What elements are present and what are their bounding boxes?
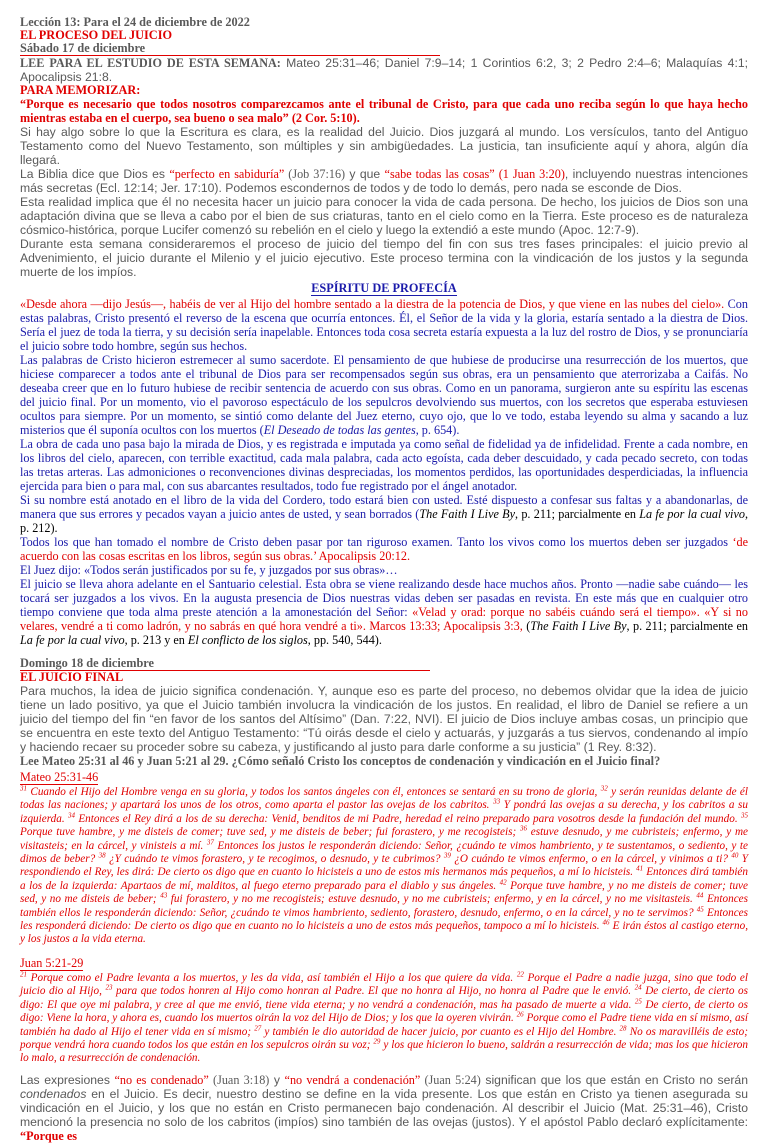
verse-text: Entonces el Rey dirá a los de su derecha: Venid, benditos de mi Padre, heredad el reino preparado para vosotros desde la fundación del mundo. (75, 812, 741, 825)
verse-number: 38 (98, 851, 106, 860)
reference: (Juan 5:24) (420, 1072, 481, 1087)
sop-paragraph-5 (20, 535, 748, 563)
verse-number: 32 (600, 784, 608, 793)
sop-title: ESPÍRITU DE PROFECÍA (311, 281, 457, 295)
verse-text: Porque tuve hambre, y no me disteis de comer; tuve sed, y no me disteis de beber; (20, 879, 748, 906)
verse-number: 22 (516, 970, 524, 979)
book-title: La fe por la cual vivo (20, 633, 125, 647)
text-run: , p. 211; parcialmente en (626, 619, 749, 633)
book-title: El Deseado de todas las gentes (263, 423, 416, 437)
quote-red: «Desde ahora —dijo Jesús—, habéis de ver al Hijo del hombre sentado a la diestra de la potencia de Dios, y que viene en las nubes del cielo». (20, 297, 725, 311)
verse-text: y los que hicieron lo bueno, saldrán a resurrección de vida; mas los que hicieron lo malo, a resurrección de condenación. (20, 1038, 748, 1065)
scripture-ref-juan-wrap (20, 954, 748, 972)
verse-number: 28 (619, 1023, 627, 1032)
text-run: en el Juicio. Es decir, nuestro destino se define en la vida presente. Los que están en Cristo ya tienen asegurada su vindicación en el Juicio, y los que no están en Cristo permanecen bajo condenación. Al describir el Juicio (Mat. 25:31–46), Cristo mencionó la presencia no solo de los cabritos (impíos) sino también de las ovejas (justos). Y el apóstol Pablo declaró explícitamente: (20, 1086, 748, 1129)
verse-number: 34 (68, 811, 75, 820)
verse-number: 45 (696, 904, 704, 913)
verse-text: Entonces los justos le responderán diciendo: Señor, ¿cuándo te vimos hambriento, y te sustentamos, o sediento, y te dimos de beber? (20, 839, 748, 866)
sunday-paragraph-1: Para muchos, la idea de juicio significa condenación. Y, aunque eso es parte del proceso, no debemos olvidar que la idea de juicio tiene un lado positivo, ya que el Juicio también involucra la vindicación de los justos. En realidad, el libro de Daniel se refiere a un juicio del tiempo del fin “en favor de los santos del Altísimo” (Dan. 7:22, NVI). El juicio de Dios incluye ambas cosas, un principio que se encuentra en este texto del Antiguo Testamento: “Tú oirás desde el cielo y actuarás, y juzgarás a tus siervos, condenando al impío y haciendo recaer su proceder sobre su cabeza, y justificando al justo para darle conforme a su justicia” (1 Rey. 8:32). (20, 684, 748, 754)
verse-number: 23 (105, 983, 113, 992)
spacer (20, 947, 748, 954)
text-run: El juicio se lleva ahora adelante en el Santuario celestial. Esta obra se viene realizando desde hace muchos años. Pronto —nadie sabe cuándo— les tocará ser juzgados a los vivos. En la augusta presencia de Dios nuestras vidas deben ser pasadas en revista. En este más que en cualquier otro tiempo conviene que toda alma preste atención a la amonestación del Señor: (20, 577, 748, 619)
sop-paragraph-1 (20, 297, 748, 353)
sunday-heading: EL JUICIO FINAL (20, 670, 124, 684)
lesson-page (20, 16, 748, 1143)
verse-text: No os maravilléis de esto; porque vendrá hora cuando todos los que están en los sepulcros oirán su voz; (20, 1025, 748, 1051)
book-title: The Faith I Live By (419, 507, 516, 521)
verse-number: 41 (636, 864, 644, 873)
reference: (Juan 3:18) (208, 1072, 270, 1087)
text-run: y (269, 1072, 285, 1087)
lesson-title: Lección 13: Para el 24 de diciembre de 2022 (20, 15, 250, 29)
verse-text: E irán éstos al castigo eterno, y los justos a la vida eterna. (20, 920, 748, 946)
verse-text: y también le dio autoridad de hacer juicio, por cuanto es el Hijo del Hombre. (261, 1025, 620, 1038)
verse-text: para que todos honren al Hijo como honran al Padre. El que no honra al Hijo, no honra al Padre que le envió. (112, 985, 635, 998)
quote-red: “Porque es (20, 1128, 77, 1143)
quote-red: «Velad y orad: porque no sabéis cuándo será el tiempo». «Y si no velares, vendré a ti como ladrón, y no sabrás en qué hora vendré a ti». Marcos 13:33; Apocalipsis 3:3, (20, 605, 748, 633)
verse-number: 25 (634, 996, 642, 1005)
text-run: , p. 213 y en (124, 633, 188, 647)
verse-number: 35 (740, 811, 748, 820)
lesson-heading: EL PROCESO DEL JUICIO (20, 28, 173, 42)
verse-text: ¿Y cuándo te vimos forastero, y te recogimos, o desnudo, y te cubrimos? (105, 853, 444, 866)
sop-title-wrap (20, 279, 748, 297)
verse-text: estuve desnudo, y me cubristeis; enfermo, y me visitasteis; en la cárcel, y vinisteis a mí. (20, 826, 748, 852)
verse-number: 29 (373, 1037, 381, 1046)
verse-number: 27 (254, 1023, 262, 1032)
reading-list (20, 56, 748, 84)
quote-red: “sabe todas las cosas” (384, 167, 495, 181)
quote-red: “no vendrá a condenación” (284, 1072, 421, 1087)
verse-text: Entonces dirá también a los de la izquierda: Apartaos de mí, malditos, al fuego eterno preparado para el diablo y sus ángeles. (20, 866, 748, 892)
text-run: La Biblia dice que Dios es (20, 167, 170, 181)
reference-red: (1 Juan 3:20) (494, 167, 565, 181)
verse-number: 37 (206, 837, 214, 846)
day-date-sunday: Domingo 18 de diciembre (20, 657, 430, 671)
sop-paragraph-6: El Juez dijo: «Todos serán justificados por su fe, y juzgados por sus obras»… (20, 563, 398, 577)
quote-red: “no es condenado” (114, 1072, 209, 1087)
text-run: ( (522, 619, 531, 633)
book-title: El conflicto de los siglos (187, 633, 308, 647)
saturday-paragraph-1: Si hay algo sobre lo que la Escritura es clara, es la realidad del Juicio. Dios juzgará al mundo. Los versículos, tanto del Antiguo Testamento como del Nuevo Testamento, son múltiples y sin ambigüedades. La justicia, tan insuficiente aquí y ahora, algún día llegará. (20, 125, 748, 167)
verse-number: 46 (602, 918, 610, 927)
text-run: Las palabras de Cristo hicieron estremecer al sumo sacerdote. El pensamiento de que hubiese de producirse una resurrección de los muertos, que hiciese comparecer a todos ante el tribunal de Dios para ser recompensados según sus obras, era un pensamiento que aterrorizaba a Caifás. No deseaba creer que en lo futuro hubiese de recibir sentencia de acuerdo con sus obras. Como en un panorama, surgieron ante su espíritu las escenas del juicio final. Por un momento, vio el pavoroso espectáculo de los sepulcros devolviendo sus muertos, con los secretos que esperaba estuviesen ocultos para siempre. Por un momento, se sintió como delante del Juez eterno, cuyo ojo, que lo ve todo, estaba leyendo su alma y sacando a luz misterios que él suponía ocultos con los muertos ( (20, 353, 748, 437)
verse-text: Porque como el Padre tiene vida en sí mismo, así también ha dado al Hijo el tener vida en sí mismo; (20, 1012, 748, 1038)
verse-text: Porque el Padre a nadie juzga, sino que todo el juicio dio al Hijo, (20, 971, 748, 998)
scripture-passage-mateo (20, 786, 748, 947)
sunday-paragraph-2 (20, 1073, 748, 1143)
verse-number: 42 (499, 878, 507, 887)
verse-number: 43 (160, 891, 168, 900)
text-run: Las expresiones (20, 1072, 115, 1087)
verse-number: 44 (696, 891, 704, 900)
text-run: Con estas palabras, Cristo presentó el reverso de la escena que ocurría entonces. Él, el Señor de la vida y la gloria, estaría sentado a la diestra de Dios. Sería el juez de toda la tierra, y su decisión sería inapelable. Entonces toda cosa secreta estaría expuesta a la luz del rostro de Dios, y se pronunciaría el juicio sobre todo hombre, según sus hechos. (20, 297, 748, 353)
reading-label: LEE PARA EL ESTUDIO DE ESTA SEMANA: (20, 56, 281, 70)
sop-paragraph-7 (20, 577, 748, 647)
verse-number: 24 (634, 983, 642, 992)
text-run: Si su nombre está anotado en el libro de la vida del Cordero, todo estará bien con usted. Esté dispuesto a confesar sus faltas y a abandonarlas, de manera que sus errores y pecados vayan a juicio antes de usted, y sean borrados ( (20, 493, 748, 521)
verse-text: De cierto, de cierto os digo: El que oye mi palabra, y cree al que me envió, tiene vida eterna; y no vendrá a condenación, mas ha pasado de muerte a vida. (20, 985, 748, 1011)
study-question: Lee Mateo 25:31 al 46 y Juan 5:21 al 29. ¿Cómo señaló Cristo los conceptos de condenación y vindicación en el Juicio final? (20, 754, 661, 768)
verse-text: Entonces también ellos le responderán diciendo: Señor, ¿cuándo te vimos hambriento, sediento, forastero, desnudo, enfermo, o en la cárcel, y no te servimos? (20, 893, 748, 919)
verse-text: Cuando el Hijo del Hombre venga en su gloria, y todos los santos ángeles con él, entonces se sentará en su trono de gloria, (27, 786, 601, 798)
text-run: , incluyendo nuestras intenciones más secretas (Ecl. 12:14; Jer. 17:10). Podemos escondernos de todos y de todo lo demás, pero nada se esconde de Dios. (20, 167, 749, 195)
verse-text: Y pondrá las ovejas a su derecha, y los cabritos a su izquierda. (20, 799, 748, 825)
verse-number: 36 (519, 824, 527, 833)
text-run: y que (345, 167, 385, 181)
memorize-label: PARA MEMORIZAR: (20, 83, 141, 97)
verse-text: y serán reunidas delante de él todas las naciones; y apartará los unos de los otros, como aparta el pastor las ovejas de los cabritos. (20, 786, 748, 812)
verse-number: 26 (516, 1010, 524, 1019)
emphasis: condenados (20, 1086, 87, 1101)
reading-refs: Mateo 25:31–46; Daniel 7:9–14; 1 Corintios 6:2, 3; 2 Pedro 2:4–6; Malaquías 4:1; Apocalipsis 21:8. (20, 56, 748, 84)
memory-verse: “Porque es necesario que todos nosotros comparezcamos ante el tribunal de Cristo, para que cada uno reciba según lo que haya hecho mientras estaba en el cuerpo, sea bueno o sea malo” (2 Cor. 5:10). (20, 97, 748, 125)
verse-text: Porque como el Padre levanta a los muertos, y les da vida, así también el Hijo a los que quiere da vida. (27, 971, 517, 984)
scripture-ref-mateo: Mateo 25:31-46 (20, 770, 99, 784)
verse-text: Entonces les responderá diciendo: De cierto os digo que en cuanto no lo hicisteis a uno de estos más pequeños, tampoco a mí lo hicisteis. (20, 906, 748, 933)
scripture-ref-mateo-wrap (20, 768, 748, 786)
verse-number: 40 (731, 851, 739, 860)
verse-number: 33 (493, 797, 501, 806)
saturday-paragraph-4: Durante esta semana consideraremos el proceso de juicio del tiempo del fin con sus tres fases principales: el juicio previo al Advenimiento, el juicio durante el Milenio y el juicio ejecutivo. Este proceso termina con la vindicación de los justos y la segunda muerte de los impíos. (20, 237, 748, 279)
verse-text: fui forastero, y no me recogisteis; estuve desnudo, y no me cubristeis; enfermo, y en la cárcel, y no me visitasteis. (167, 893, 697, 906)
scripture-ref-juan: Juan 5:21-29 (20, 955, 84, 970)
spacer (20, 1066, 748, 1073)
verse-text: Porque tuve hambre, y me disteis de comer; tuve sed, y me disteis de beber; fui forastero, y me recogisteis; (20, 826, 520, 839)
text-run: , p. 212). (20, 507, 748, 535)
text-run: , p. 211; parcialmente en (515, 507, 640, 521)
quote-red: ‘de acuerdo con las cosas escritas en los libros, según sus obras.’ Apocalipsis 20:12. (20, 535, 748, 563)
verse-text: Y respondiendo el Rey, les dirá: De cierto os digo que en cuanto lo hicisteis a uno de estos mis hermanos más pequeños, a mí lo hicisteis. (20, 853, 748, 879)
text-run: , pp. 540, 544). (307, 633, 382, 647)
sop-paragraph-2 (20, 353, 748, 437)
text-run: Todos los que han tomado el nombre de Cristo deben pasar por tan riguroso examen. Tanto los vivos como los muertos deben ser juzgados (20, 535, 733, 549)
saturday-paragraph-2 (20, 167, 748, 195)
book-title: The Faith I Live By (530, 619, 627, 633)
verse-number: 39 (443, 851, 451, 860)
verse-number: 21 (20, 970, 27, 979)
verse-text: De cierto, de cierto os digo: Viene la hora, y ahora es, cuando los muertos oirán la voz del Hijo de Dios; y los que la oyeren vivirán. (20, 998, 748, 1025)
scripture-passage-juan (20, 972, 748, 1066)
book-title: La fe por la cual vivo (639, 507, 745, 521)
text-run: significan que los que están en Cristo no serán (480, 1072, 748, 1087)
saturday-paragraph-3: Esta realidad implica que él no necesita hacer un juicio para conocer la vida de cada persona. De hecho, los juicios de Dios son una adaptación divina que se lleva a cabo por el bien de sus criaturas, tanto en el cielo como en la Tierra. Este proceso es de naturaleza cósmico-histórica, porque Lucifer comenzó su rebelión en el cielo y luego la extendió a este mundo (Apoc. 12:7-9). (20, 195, 748, 237)
sop-paragraph-3: La obra de cada uno pasa bajo la mirada de Dios, y es registrada e imputada ya como señal de fidelidad ya de infidelidad. Frente a cada nombre, en los libros del cielo, aparecen, con terrible exactitud, cada mala palabra, cada acto egoísta, cada deber descuidado, y cada pecado secreto, con todas las tretas arteras. Las admoniciones o reconvenciones divinas despreciadas, los momentos perdidos, las oportunidades desperdiciadas, la influencia ejercida para bien o para mal, con sus abarcantes resultados, todo fue registrado por el ángel anotador. (20, 437, 748, 493)
sop-paragraph-4 (20, 493, 748, 535)
day-date-saturday: Sábado 17 de diciembre (20, 42, 440, 56)
reference: (Job 37:16) (284, 167, 346, 181)
quote-red: “perfecto en sabiduría” (169, 167, 285, 181)
verse-number: 31 (20, 784, 27, 793)
text-run: , p. 654). (415, 423, 460, 437)
verse-text: ¿O cuándo te vimos enfermo, o en la cárcel, y vinimos a ti? (450, 853, 732, 866)
